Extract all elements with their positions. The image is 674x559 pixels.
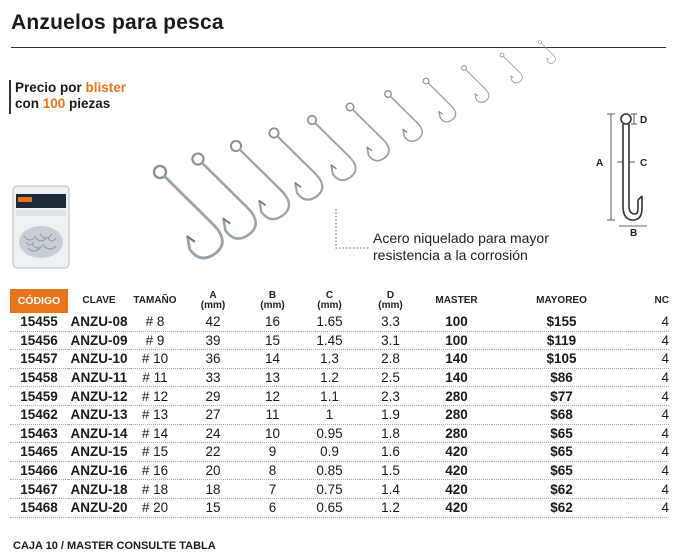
cell-d: 1.2: [381, 500, 400, 516]
table-row: [10, 387, 669, 406]
hook-icon: [226, 132, 293, 224]
cell-a: 15: [205, 500, 221, 516]
cell-b: 10: [264, 425, 281, 441]
col-header-a: [180, 289, 246, 313]
cell-clave: ANZU-13: [70, 407, 128, 423]
hook-icon: [265, 120, 326, 204]
hook-icon: [498, 50, 524, 85]
table-row: [10, 480, 669, 499]
promo-highlight-count: 100: [42, 96, 66, 111]
col-header-tamano: TAMAÑO: [133, 295, 177, 306]
cell-tamano: # 14: [141, 425, 169, 441]
cell-a: 27: [205, 407, 221, 423]
cell-master: 140: [445, 370, 468, 386]
cell-b: 9: [268, 444, 277, 460]
col-header-codigo: CÓDIGO: [10, 289, 68, 313]
cell-codigo: 15468: [20, 500, 58, 516]
table-row: [10, 424, 669, 443]
col-header-d: [360, 289, 421, 313]
cell-tamano: # 12: [141, 388, 169, 404]
cell-b: 6: [268, 500, 277, 516]
cell-codigo: 15455: [20, 314, 58, 330]
cell-clave: ANZU-10: [70, 351, 128, 367]
cell-c: 0.85: [316, 463, 343, 479]
cell-mayoreo: $86: [550, 370, 573, 386]
cell-clave: ANZU-20: [70, 500, 128, 516]
cell-d: 3.3: [381, 314, 400, 330]
cell-nc: 4: [661, 351, 669, 367]
cell-c: 0.75: [316, 481, 343, 497]
cell-master: 420: [445, 444, 468, 460]
cell-b: 15: [264, 332, 281, 348]
cell-d: 2.5: [381, 370, 400, 386]
cell-tamano: # 13: [141, 407, 169, 423]
col-header-a-label: A: [209, 290, 217, 301]
hook-icon: [420, 73, 458, 124]
specification-table: [10, 289, 669, 518]
cell-master: 280: [445, 407, 468, 423]
cell-a: 36: [205, 351, 221, 367]
promo-text: [15, 80, 126, 112]
cell-mayoreo: $77: [550, 388, 573, 404]
promo-text-part: con: [15, 96, 43, 111]
cell-d: 3.1: [381, 332, 400, 348]
cell-mayoreo: $119: [546, 332, 577, 348]
hook-icon: [343, 97, 392, 165]
cell-b: 7: [268, 481, 277, 497]
page-title: Anzuelos para pesca: [11, 11, 224, 34]
cell-codigo: 15466: [20, 463, 58, 479]
col-header-nc: NC: [654, 295, 669, 306]
cell-b: 12: [264, 388, 281, 404]
promo-highlight-blister: blister: [85, 80, 127, 95]
cell-mayoreo: $62: [550, 500, 573, 516]
cell-mayoreo: $105: [546, 351, 577, 367]
cell-d: 1.4: [381, 481, 400, 497]
cell-b: 16: [264, 314, 281, 330]
col-header-a-unit: (mm): [200, 300, 226, 311]
hook-icon: [537, 38, 557, 65]
col-header-d-label: D: [386, 290, 395, 301]
cell-clave: ANZU-11: [70, 370, 128, 386]
cell-codigo: 15458: [20, 370, 58, 386]
cell-b: 14: [264, 351, 281, 367]
material-note-line-1: Acero niquelado para mayor: [373, 230, 549, 246]
hook-icon: [382, 85, 426, 144]
cell-c: 1.1: [320, 388, 339, 404]
cell-master: 280: [445, 388, 468, 404]
cell-tamano: # 8: [145, 314, 165, 330]
promo-accent-bar: [9, 80, 11, 114]
cell-tamano: # 15: [141, 444, 169, 460]
cell-tamano: # 10: [141, 351, 169, 367]
cell-d: 2.8: [381, 351, 400, 367]
cell-d: 2.3: [381, 388, 400, 404]
hook-icon: [304, 108, 359, 184]
cell-a: 22: [205, 444, 221, 460]
hook-icon: [459, 61, 491, 104]
blister-pack-image: [10, 184, 72, 270]
cell-nc: 4: [661, 500, 669, 516]
cell-tamano: # 9: [145, 332, 165, 348]
cell-codigo: 15465: [20, 444, 58, 460]
cell-d: 1.5: [381, 463, 400, 479]
cell-a: 18: [205, 481, 221, 497]
cell-b: 8: [268, 463, 277, 479]
cell-nc: 4: [661, 425, 669, 441]
cell-clave: ANZU-18: [70, 481, 128, 497]
cell-c: 0.95: [316, 425, 343, 441]
callout-leader-line: [336, 209, 370, 248]
cell-codigo: 15467: [20, 481, 58, 497]
col-header-c: [299, 289, 360, 313]
col-header-c-label: C: [325, 290, 334, 301]
cell-master: 420: [445, 481, 468, 497]
cell-b: 11: [265, 407, 280, 423]
cell-tamano: # 16: [141, 463, 169, 479]
cell-master: 140: [445, 351, 468, 367]
table-row: [10, 331, 669, 350]
cell-nc: 4: [661, 463, 669, 479]
cell-master: 100: [445, 332, 468, 348]
diagram-label-b: B: [630, 228, 638, 238]
cell-c: 1.45: [316, 332, 343, 348]
promo-line-1: [15, 80, 126, 96]
cell-clave: ANZU-14: [70, 425, 128, 441]
cell-mayoreo: $155: [546, 314, 577, 330]
cell-nc: 4: [661, 388, 669, 404]
cell-mayoreo: $65: [550, 444, 573, 460]
cell-mayoreo: $65: [550, 425, 573, 441]
diagram-label-a: A: [596, 158, 604, 169]
promo-line-2: [15, 96, 126, 112]
cell-mayoreo: $68: [550, 407, 573, 423]
cell-master: 420: [445, 500, 468, 516]
cell-c: 0.9: [320, 444, 339, 460]
cell-d: 1.8: [381, 425, 400, 441]
diagram-label-c: C: [640, 158, 648, 169]
col-header-b-label: B: [268, 290, 277, 301]
cell-codigo: 15456: [20, 332, 58, 348]
col-header-d-unit: (mm): [378, 300, 403, 311]
cell-a: 29: [205, 388, 221, 404]
hook-icon: [148, 155, 227, 263]
cell-c: 1: [325, 407, 334, 423]
table-row: [10, 350, 669, 369]
cell-tamano: # 20: [141, 500, 169, 516]
cell-master: 100: [445, 314, 468, 330]
cell-clave: ANZU-08: [70, 314, 128, 330]
cell-master: 280: [445, 425, 468, 441]
table-row: [10, 368, 669, 387]
cell-codigo: 15463: [20, 425, 58, 441]
cell-clave: ANZU-12: [70, 388, 128, 404]
col-header-b-unit: (mm): [260, 300, 285, 311]
cell-master: 420: [445, 463, 468, 479]
footer-note: CAJA 10 / MASTER CONSULTE TABLA: [13, 540, 216, 552]
diagram-label-d: D: [640, 115, 648, 126]
cell-codigo: 15457: [20, 351, 58, 367]
col-header-clave: CLAVE: [82, 295, 116, 306]
cell-tamano: # 18: [141, 481, 169, 497]
cell-codigo: 15459: [20, 388, 58, 404]
material-note-line-2: resistencia a la corrosión: [373, 247, 528, 263]
cell-a: 24: [205, 425, 221, 441]
cell-c: 1.3: [320, 351, 339, 367]
cell-clave: ANZU-15: [70, 444, 128, 460]
promo-text-part: piezas: [65, 96, 111, 111]
cell-nc: 4: [661, 407, 669, 423]
cell-a: 33: [205, 370, 221, 386]
col-header-master: MASTER: [435, 295, 478, 306]
cell-nc: 4: [661, 332, 669, 348]
cell-codigo: 15462: [20, 407, 58, 423]
cell-tamano: # 11: [142, 370, 168, 386]
promo-text-part: Precio por: [15, 80, 86, 95]
cell-b: 13: [264, 370, 281, 386]
cell-clave: ANZU-16: [70, 463, 128, 479]
cell-nc: 4: [661, 370, 669, 386]
table-row: [10, 405, 669, 424]
cell-nc: 4: [661, 314, 669, 330]
cell-mayoreo: $65: [550, 463, 573, 479]
material-note: [373, 230, 549, 264]
cell-mayoreo: $62: [550, 481, 573, 497]
table-header-row: [10, 289, 669, 313]
cell-a: 20: [205, 463, 221, 479]
col-header-b: [246, 289, 299, 313]
cell-nc: 4: [661, 444, 669, 460]
cell-d: 1.9: [381, 407, 400, 423]
col-header-c-unit: (mm): [317, 300, 342, 311]
table-row: [10, 313, 669, 331]
cell-d: 1.6: [381, 444, 400, 460]
cell-c: 1.65: [316, 314, 343, 330]
cell-a: 39: [205, 332, 221, 348]
table-row: [10, 443, 669, 462]
cell-c: 1.2: [320, 370, 339, 386]
table-row: [10, 498, 669, 517]
cell-nc: 4: [661, 481, 669, 497]
hook-dimension-diagram: [595, 108, 665, 238]
table-row: [10, 461, 669, 480]
col-header-mayoreo: MAYOREO: [536, 295, 587, 306]
cell-clave: ANZU-09: [70, 332, 128, 348]
cell-c: 0.65: [316, 500, 343, 516]
cell-a: 42: [205, 314, 221, 330]
